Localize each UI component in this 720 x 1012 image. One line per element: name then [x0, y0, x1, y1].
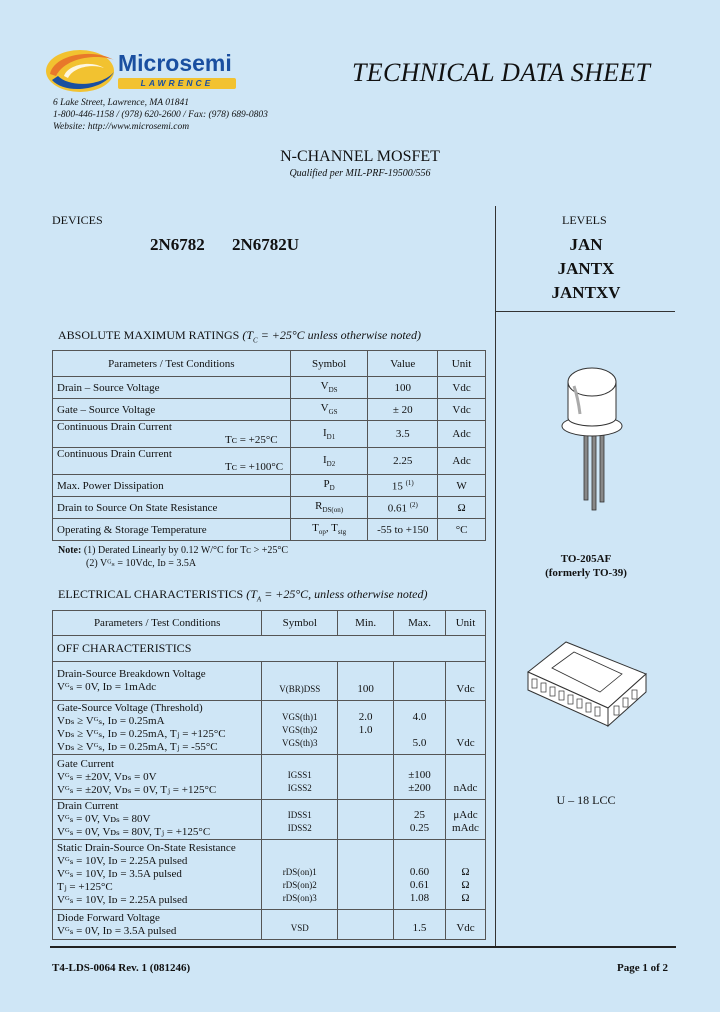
symbol: P: [323, 478, 330, 491]
table-row: [53, 475, 486, 497]
symbol: R: [315, 500, 323, 513]
param-line: Vᴳₛ = ±20V, Vᴅₛ = 0V, Tⱼ = +125°C: [57, 783, 217, 796]
abs-max-table: [52, 350, 486, 541]
table-row: [53, 497, 486, 519]
min-value: 2.0: [358, 711, 373, 723]
min-value: 1.0: [358, 724, 373, 736]
min-value: [342, 822, 389, 835]
param-line: Vᴳₛ = 10V, Iᴅ = 2.25A pulsed: [57, 855, 188, 867]
col-header: Symbol: [262, 611, 338, 636]
device-2: 2N6782U: [232, 235, 300, 254]
value: 15: [391, 480, 403, 493]
symbol-sub: GS: [328, 408, 338, 417]
min-value-cell: [338, 701, 394, 755]
product-name: N-CHANNEL MOSFET: [280, 148, 440, 165]
symbol-line-cell: [262, 800, 338, 840]
min-value: [342, 737, 389, 750]
table-row: [53, 840, 486, 910]
unit-value-cell: [445, 701, 485, 755]
param-line: Static Drain-Source On-State Resistance: [57, 842, 236, 854]
unit-value-cell: [445, 840, 485, 910]
param-line: Vᴳₛ = ±20V, Vᴅₛ = 0V: [57, 770, 157, 783]
website-link[interactable]: Website: http://www.microsemi.com: [53, 122, 190, 132]
table-row: [53, 448, 486, 475]
unit-value: mAdc: [452, 822, 479, 834]
unit-cell: Vdc: [438, 399, 486, 421]
symbol: , T: [325, 522, 338, 535]
symbol: I: [322, 453, 327, 466]
max-value: ±100: [408, 769, 431, 781]
elec-cond-a: (T: [246, 587, 257, 601]
max-value: 0.25: [409, 822, 430, 834]
symbol-line: rDS(on)1: [282, 867, 317, 877]
doc-id: T4-LDS-0064 Rev. 1 (081246): [52, 962, 191, 974]
value-note: (1): [405, 478, 414, 487]
param-line: Vᴅₛ ≥ Vᴳₛ, Iᴅ = 0.25mA, Tⱼ = -55°C: [57, 740, 218, 753]
max-value: 25: [414, 809, 426, 821]
param-text: Continuous Drain Current: [57, 448, 172, 460]
table-row: [53, 399, 486, 421]
unit-value: nAdc: [453, 782, 478, 794]
unit-value-cell: [445, 662, 485, 701]
symbol-cell: [290, 475, 368, 497]
address-block: [53, 97, 268, 133]
param-line-cell: [53, 910, 262, 940]
value-cell: 2.25: [368, 448, 438, 475]
symbol-line-cell: [262, 910, 338, 940]
devices-label: DEVICES: [52, 213, 103, 227]
unit-value: Vdc: [456, 922, 475, 934]
min-value: [342, 892, 389, 905]
symbol-line: IDSS2: [287, 823, 312, 833]
max-value-cell: [394, 662, 446, 701]
phone-line: 1-800-446-1158 / (978) 620-2600 / Fax: (978) 689-0803: [53, 110, 268, 120]
device-1: 2N6782: [150, 235, 205, 254]
unit-cell: Vdc: [438, 377, 486, 399]
table-row: [53, 519, 486, 541]
symbol-sub: op: [318, 528, 326, 537]
max-value-cell: [394, 910, 446, 940]
notes: [58, 544, 288, 570]
symbol-cell: [290, 519, 368, 541]
param-line: Gate Current: [57, 757, 115, 770]
unit-cell: Adc: [438, 421, 486, 448]
param-line: Vᴳₛ = 0V, Vᴅₛ = 80V, Tⱼ = +125°C: [57, 826, 211, 838]
unit-cell: W: [438, 475, 486, 497]
pkg1-note: (formerly TO-39): [545, 567, 627, 579]
param-line: Gate-Source Voltage (Threshold): [57, 701, 203, 714]
symbol-sub: D1: [326, 433, 336, 442]
value-cell: ± 20: [368, 399, 438, 421]
unit-value: Ω: [461, 892, 470, 904]
unit-value-cell: [445, 800, 485, 840]
col-header: Unit: [445, 611, 485, 636]
symbol: I: [322, 426, 327, 439]
value-cell: 100: [368, 377, 438, 399]
param-cell: Operating & Storage Temperature: [53, 519, 291, 541]
min-value-cell: [338, 662, 394, 701]
u18-lcc-package-icon: [522, 634, 650, 734]
min-value: [342, 809, 389, 822]
symbol-line: rDS(on)2: [282, 880, 317, 890]
symbol-line: VSD: [290, 923, 309, 933]
symbol-line: VGS(th)2: [282, 725, 318, 735]
max-value: 1.08: [409, 892, 430, 904]
symbol-line-cell: [262, 701, 338, 755]
symbol-cell: [290, 448, 368, 475]
value-cell: [368, 475, 438, 497]
min-value: [342, 879, 389, 892]
elec-title: ELECTRICAL CHARACTERISTICS: [58, 587, 244, 601]
unit-value-cell: [445, 755, 485, 800]
table-row: [53, 800, 486, 840]
note-2: (2) Vᴳₛ = 10Vdc, Iᴅ = 3.5A: [86, 558, 197, 569]
symbol-line: IGSS2: [287, 783, 312, 793]
elec-cond-sub: A: [256, 595, 262, 604]
param-cell: Drain – Source Voltage: [53, 377, 291, 399]
table-row: [53, 421, 486, 448]
col-header: Parameters / Test Conditions: [53, 351, 291, 377]
col-header: Max.: [394, 611, 446, 636]
unit-value: Ω: [461, 879, 470, 891]
level-jantx: JANTX: [557, 259, 615, 278]
unit-cell: Ω: [438, 497, 486, 519]
param-cell: [53, 448, 291, 475]
elec-cond-b: = +25°C, unless otherwise noted): [261, 587, 428, 601]
min-value-cell: [338, 840, 394, 910]
param-line-cell: [53, 662, 262, 701]
page-number: Page 1 of 2: [616, 962, 668, 974]
param-line: Vᴳₛ = 10V, Iᴅ = 3.5A pulsed: [57, 868, 182, 880]
footer-rule: [50, 946, 676, 948]
max-value: 0.60: [409, 866, 430, 878]
param-line: Vᴅₛ ≥ Vᴳₛ, Iᴅ = 0.25mA, Tⱼ = +125°C: [57, 727, 226, 740]
value-cell: -55 to +150: [368, 519, 438, 541]
abs-max-title: ABSOLUTE MAXIMUM RATINGS: [58, 328, 240, 342]
symbol-line: IDSS1: [287, 810, 312, 820]
param-condition: Tᴄ = +100°C: [225, 461, 284, 473]
max-value-cell: [394, 800, 446, 840]
min-value: [342, 769, 389, 782]
value-cell: 3.5: [368, 421, 438, 448]
symbol: T: [312, 522, 319, 535]
param-cell: Gate – Source Voltage: [53, 399, 291, 421]
param-line-cell: [53, 701, 262, 755]
value: 0.61: [387, 502, 407, 515]
max-value-cell: [394, 840, 446, 910]
level-jantxv: JANTXV: [551, 283, 621, 302]
section-title: OFF CHARACTERISTICS: [53, 636, 486, 662]
table-row: [53, 755, 486, 800]
division-name: LAWRENCE: [140, 78, 214, 88]
levels-label: LEVELS: [562, 213, 607, 227]
table-header-row: [53, 611, 486, 636]
pkg2-name: U – 18 LCC: [556, 793, 616, 807]
param-line: Vᴳₛ = 0V, Iᴅ = 1mAdc: [57, 681, 157, 693]
symbol-sub: DS: [328, 386, 338, 395]
unit-value: Vdc: [456, 737, 475, 749]
max-value: 5.0: [412, 737, 427, 749]
max-value-cell: [394, 701, 446, 755]
param-line: Vᴳₛ = 0V, Vᴅₛ = 80V: [57, 813, 151, 825]
unit-cell: °C: [438, 519, 486, 541]
levels-divider: [495, 311, 675, 312]
col-header: Unit: [438, 351, 486, 377]
symbol-sub: stg: [337, 528, 347, 537]
max-value: 1.5: [412, 922, 427, 934]
param-cell: Drain to Source On State Resistance: [53, 497, 291, 519]
symbol-line: VGS(th)3: [282, 738, 318, 748]
unit-value: μAdc: [453, 809, 478, 821]
division-badge: [118, 78, 236, 89]
param-line: Diode Forward Voltage: [57, 911, 160, 924]
symbol-line-cell: [262, 662, 338, 701]
pkg1-name: TO-205AF: [560, 553, 612, 565]
abs-max-cond-sub: C: [253, 336, 258, 345]
note-1: (1) Derated Linearly by 0.12 W/°C for Tᴄ > +25°C: [83, 545, 289, 556]
logo-swirl-icon: [44, 46, 122, 96]
symbol-sub: DS(on): [322, 506, 344, 515]
col-header: Symbol: [290, 351, 368, 377]
symbol-line-cell: [262, 755, 338, 800]
symbol-line: VGS(th)1: [282, 712, 318, 722]
table-row: [53, 701, 486, 755]
to-205af-package-icon: [548, 352, 638, 514]
param-line-cell: [53, 800, 262, 840]
elec-table: [52, 610, 486, 940]
max-value: [398, 683, 441, 696]
param-line: Tⱼ = +125°C: [57, 881, 113, 893]
param-cell: [53, 421, 291, 448]
level-jan: JAN: [569, 235, 603, 254]
param-line: Drain Current: [57, 800, 119, 812]
symbol: V: [320, 380, 329, 393]
symbol-cell: [290, 421, 368, 448]
value-note: (2): [409, 500, 418, 509]
min-value-cell: [338, 755, 394, 800]
table-row: [53, 662, 486, 701]
max-value-cell: [394, 755, 446, 800]
symbol-line: V(BR)DSS: [279, 684, 321, 694]
symbol-line: rDS(on)3: [282, 893, 317, 903]
min-value: [342, 782, 389, 795]
unit-cell: Adc: [438, 448, 486, 475]
param-text: Continuous Drain Current: [57, 421, 172, 433]
symbol-cell: [290, 497, 368, 519]
min-value-cell: [338, 910, 394, 940]
symbol-sub: D2: [326, 460, 336, 469]
symbol-sub: D: [329, 484, 335, 493]
symbol-cell: [290, 399, 368, 421]
symbol-line: IGSS1: [287, 770, 312, 780]
min-value-cell: [338, 800, 394, 840]
table-row: [53, 910, 486, 940]
param-line: Vᴅₛ ≥ Vᴳₛ, Iᴅ = 0.25mA: [57, 714, 165, 727]
elec-rows: [53, 662, 486, 940]
col-header: Parameters / Test Conditions: [53, 611, 262, 636]
company-name: Microsemi: [118, 50, 232, 76]
max-value: ±200: [408, 782, 431, 794]
page-title: TECHNICAL DATA SHEET: [352, 58, 651, 87]
section-row: [53, 636, 486, 662]
max-value: 4.0: [412, 711, 427, 723]
max-value: 0.61: [409, 879, 430, 891]
col-header: Min.: [338, 611, 394, 636]
param-line: Vᴳₛ = 0V, Iᴅ = 3.5A pulsed: [57, 924, 177, 937]
abs-max-cond-a: (T: [242, 328, 254, 342]
note-label: Note:: [58, 545, 82, 556]
elec-heading: [58, 587, 428, 603]
unit-value-cell: [445, 910, 485, 940]
col-header: Value: [368, 351, 438, 377]
min-value: [342, 922, 389, 935]
param-line: Vᴳₛ = 10V, Iᴅ = 2.25A pulsed: [57, 894, 188, 906]
min-value: 100: [357, 683, 374, 695]
logo: [44, 46, 244, 96]
param-line-cell: [53, 755, 262, 800]
param-line-cell: [53, 840, 262, 910]
value-cell: [368, 497, 438, 519]
param-condition: Tᴄ = +25°C: [225, 434, 278, 446]
qualification: Qualified per MIL-PRF-19500/556: [289, 168, 431, 179]
symbol-cell: [290, 377, 368, 399]
abs-max-heading: [58, 328, 421, 344]
min-value: [342, 866, 389, 879]
table-header-row: [53, 351, 486, 377]
param-line: Drain-Source Breakdown Voltage: [57, 668, 206, 680]
unit-value: Vdc: [456, 683, 475, 695]
unit-value: Ω: [461, 866, 470, 878]
address-line: 6 Lake Street, Lawrence, MA 01841: [53, 98, 190, 108]
symbol: V: [320, 402, 329, 415]
table-row: [53, 377, 486, 399]
symbol-line-cell: [262, 840, 338, 910]
abs-max-cond-b: = +25°C unless otherwise noted): [257, 328, 422, 342]
max-value: [398, 724, 441, 737]
param-cell: Max. Power Dissipation: [53, 475, 291, 497]
